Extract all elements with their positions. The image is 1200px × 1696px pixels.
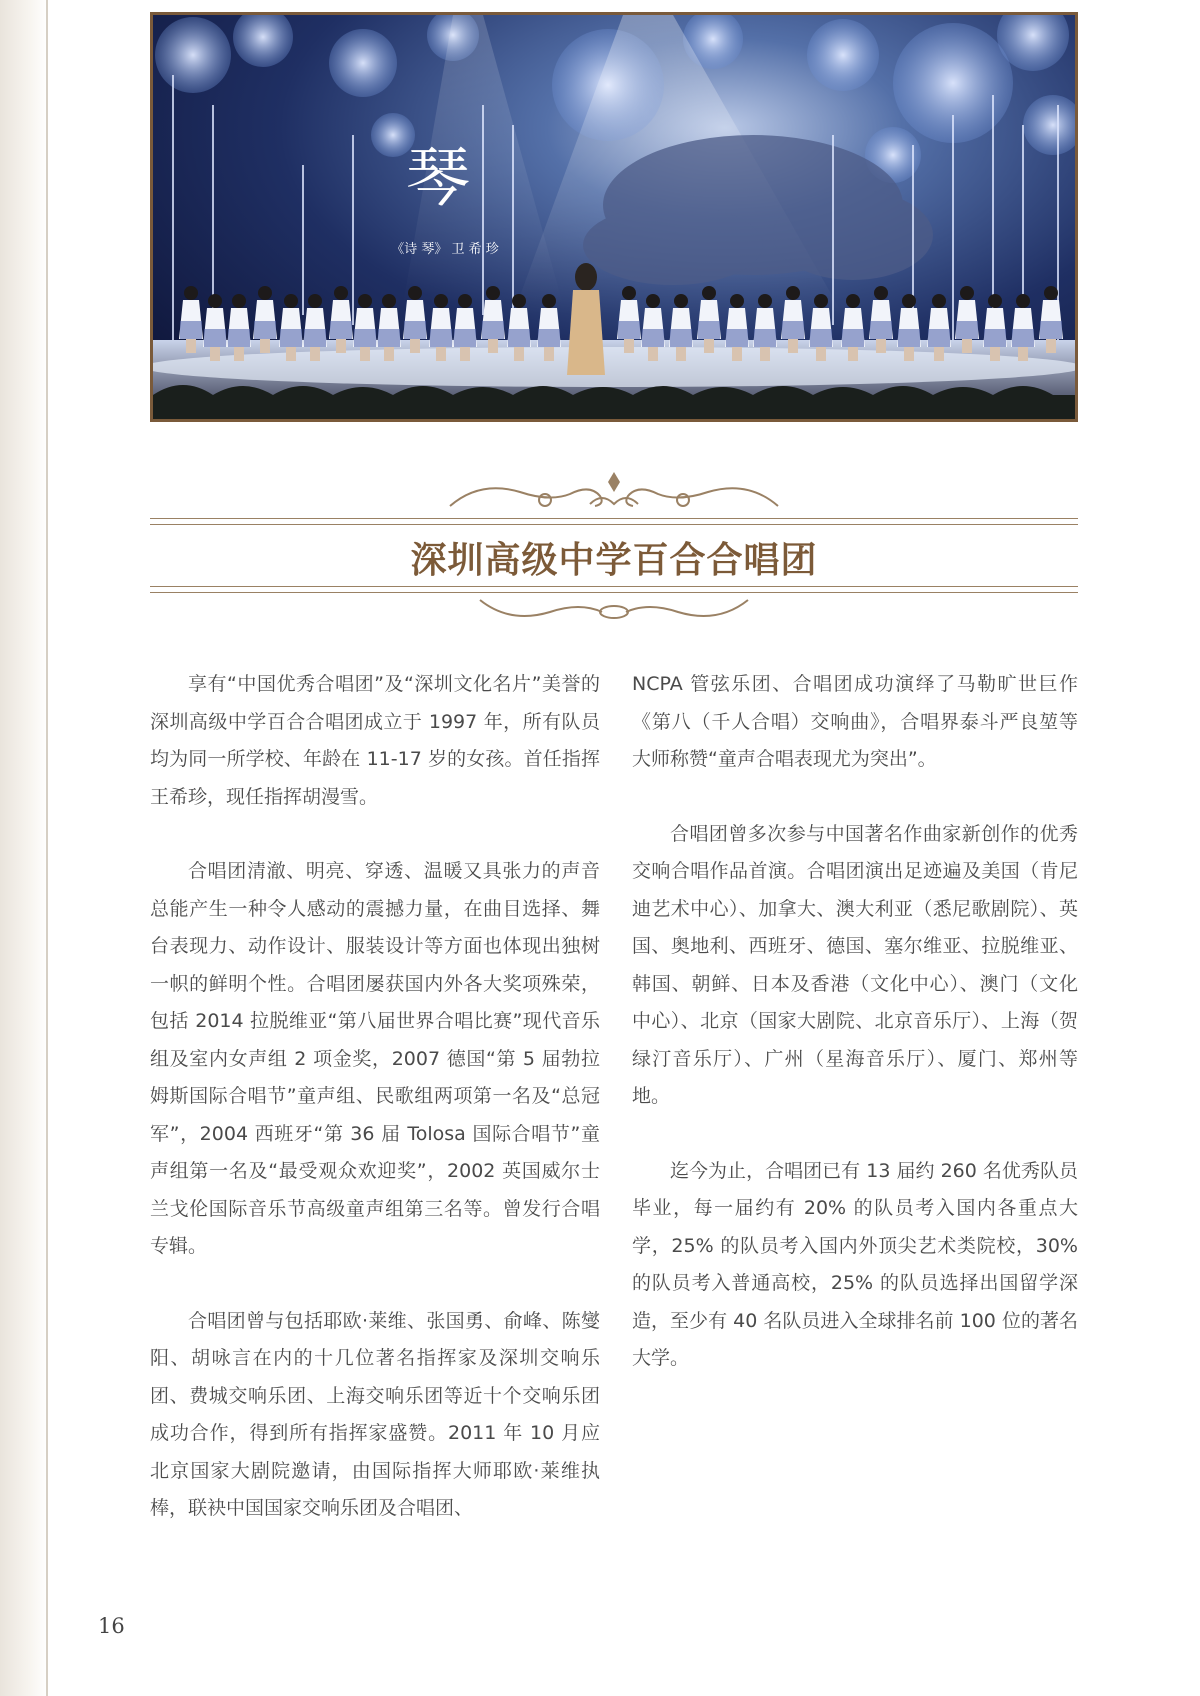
stage-photo-illustration bbox=[153, 15, 1075, 419]
title-rule-top-2 bbox=[150, 524, 1078, 525]
body-text-right-column bbox=[632, 666, 1078, 1415]
page-spine-shadow bbox=[0, 0, 48, 1696]
stage-sign-text: 《诗 琴》 卫 希 珍 bbox=[391, 242, 499, 257]
paragraph-alumni: 迄今为止，合唱团已有 13 届约 260 名优秀队员毕业，每一届约有 20% 的队员考入国内各重点大学，25% 的队员考入国内外顶尖艺术类院校，30% 的队员考入普通高校，25% 的队员选择出国留学深造，至少有 40 名队员进入全球排名前 100 位的著名大学。 bbox=[632, 1159, 1078, 1369]
body-text-left-column bbox=[150, 666, 600, 1565]
top-ornament-flourish bbox=[150, 470, 1078, 520]
paragraph-awards: 合唱团清澈、明亮、穿透、温暖又具张力的声音总能产生一种令人感动的震撼力量，在曲目选择、舞台表现力、动作设计、服装设计等方面也体现出独树一帜的鲜明个性。合唱团屡获国内外各大奖项殊荣，包括 2014 拉脱维亚“第八届世界合唱比赛”现代音乐组及室内女声组 2 项金奖，2007 德国“第 5 届勃拉姆斯国际合唱节”童声组、民歌组两项第一名及“总冠军”，2004 西班牙“第 36 届 Tolosa 国际合唱节”童声组第一名及“最受观众欢迎奖”，2002 英国威尔士兰戈伦国际音乐节高级童声组第三名等。曾发行合唱专辑。 bbox=[150, 860, 600, 1257]
page-spine-line bbox=[46, 0, 48, 1696]
paragraph-continuation: NCPA 管弦乐团、合唱团成功演绎了马勒旷世巨作《第八（千人合唱）交响曲》，合唱界泰斗严良堃等大师称赞“童声合唱表现尤为突出”。 bbox=[632, 673, 1078, 770]
paragraph-premieres-tours: 合唱团曾多次参与中国著名作曲家新创作的优秀交响合唱作品首演。合唱团演出足迹遍及美国（肯尼迪艺术中心）、加拿大、澳大利亚（悉尼歌剧院）、英国、奥地利、西班牙、德国、塞尔维亚、拉脱维亚、韩国、朝鲜、日本及香港（文化中心）、澳门（文化中心）、北京（国家大剧院、北京音乐厅）、上海（贺绿汀音乐厅）、广州（星海音乐厅）、厦门、郑州等地。 bbox=[632, 822, 1078, 1107]
paragraph-collaborations: 合唱团曾与包括耶欧·莱维、张国勇、俞峰、陈燮阳、胡咏言在内的十几位著名指挥家及深圳交响乐团、费城交响乐团、上海交响乐团等近十个交响乐团成功合作，得到所有指挥家盛赞。2011 年 10 月应北京国家大剧院邀请，由国际指挥大师耶欧·莱维执棒，联袂中国国家交响乐团及合唱团、 bbox=[150, 1309, 600, 1519]
title-rule-bottom-2 bbox=[150, 592, 1078, 593]
choir-stage-photo bbox=[150, 12, 1078, 422]
section-title-block bbox=[150, 470, 1078, 630]
page-number: 16 bbox=[98, 1614, 125, 1638]
stage-sign-glyph: 琴 bbox=[406, 142, 470, 216]
section-title: 深圳高级中学百合合唱团 bbox=[410, 539, 818, 581]
title-rule-top-1 bbox=[150, 518, 1078, 519]
title-rule-bottom-1 bbox=[150, 586, 1078, 587]
paragraph-founding: 享有“中国优秀合唱团”及“深圳文化名片”美誉的深圳高级中学百合合唱团成立于 1997 年，所有队员均为同一所学校、年龄在 11-17 岁的女孩。首任指挥王希珍，现任指挥胡漫雪。 bbox=[150, 673, 600, 808]
bottom-ornament-flourish bbox=[150, 594, 1078, 628]
